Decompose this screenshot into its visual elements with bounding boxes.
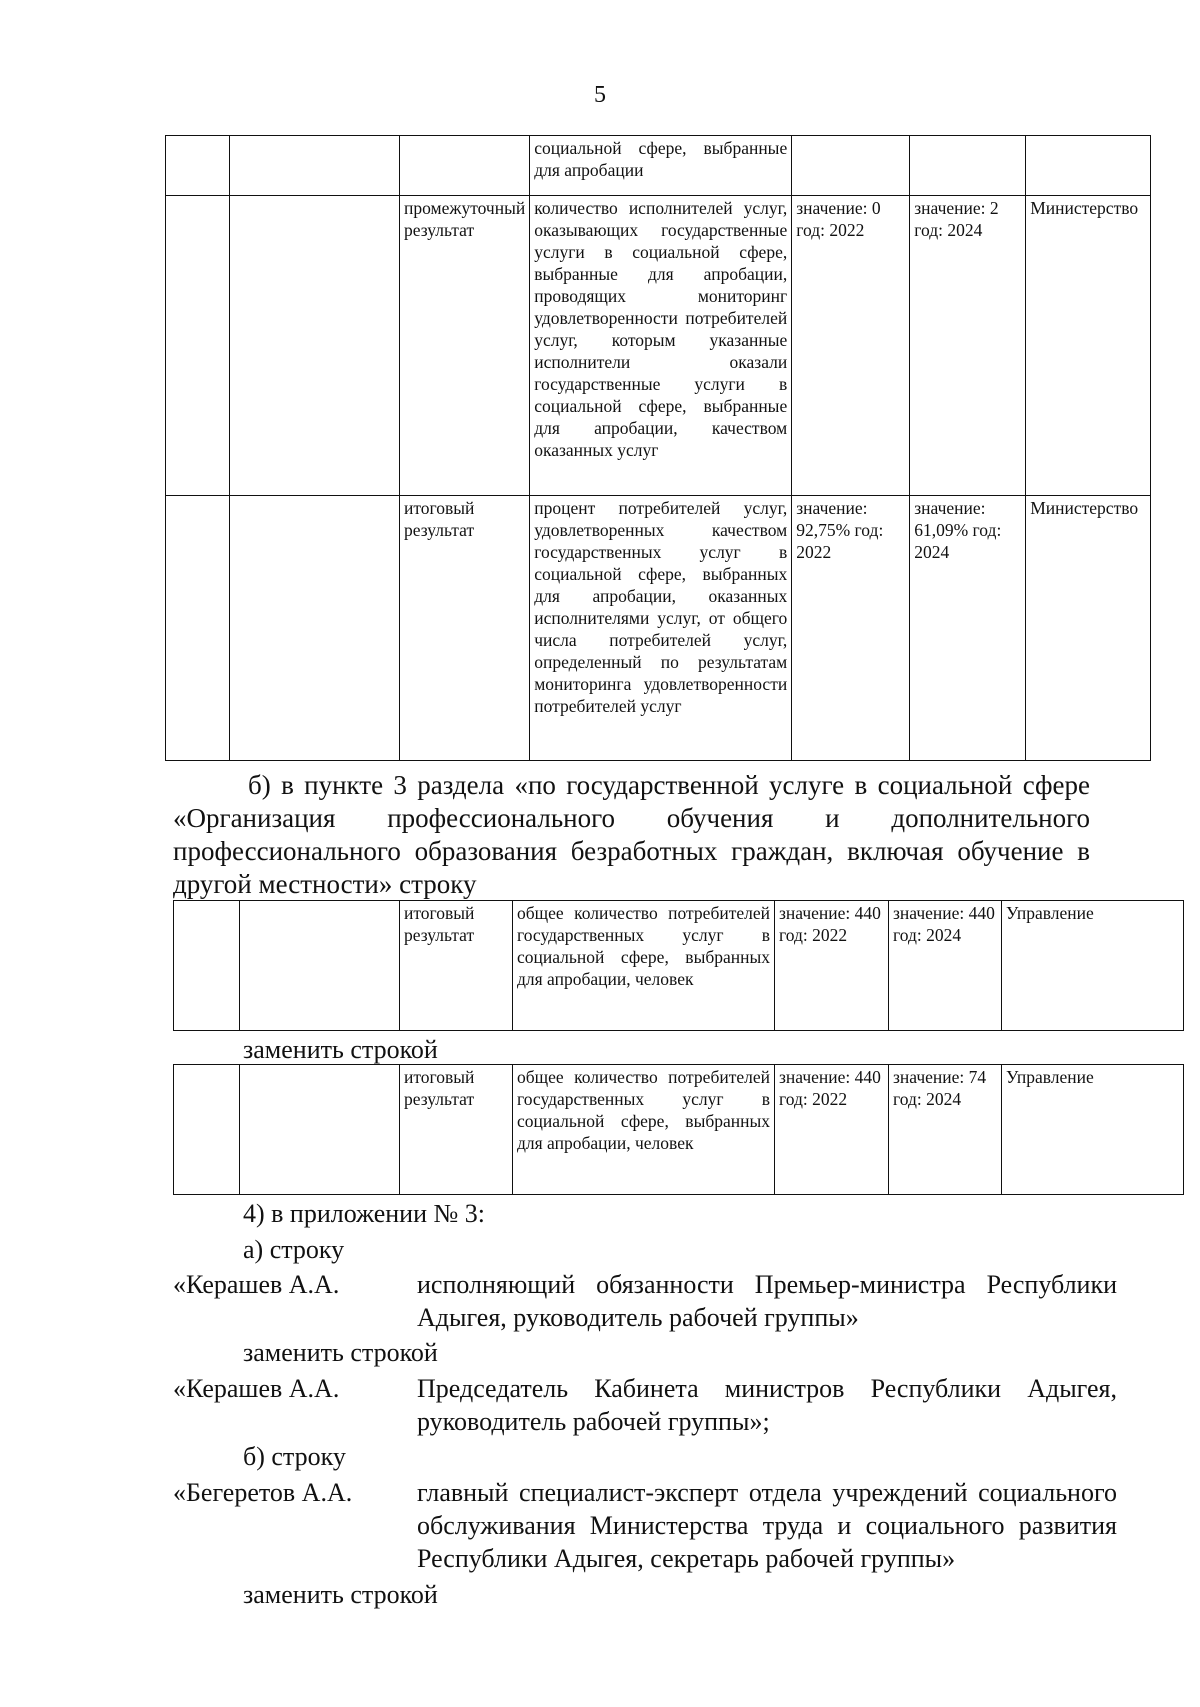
person-name: «Бегеретов А.А. xyxy=(173,1478,353,1507)
replace-line: заменить строкой xyxy=(243,1338,438,1367)
base-value-cell: значение: 440 год: 2022 xyxy=(775,901,889,1031)
result-type-cell: итоговый результат xyxy=(400,1065,513,1195)
target-value-cell: значение: 61,09% год: 2024 xyxy=(910,496,1026,761)
table-cell-empty xyxy=(240,1065,400,1195)
person-role: исполняющий обязанности Премьер-министра Республики Адыгея, руководитель рабочей группы» xyxy=(417,1270,1117,1332)
table-cell-empty xyxy=(166,136,230,196)
target-value-cell: значение: 74 год: 2024 xyxy=(889,1065,1002,1195)
table-row xyxy=(166,196,1151,496)
person-role: главный специалист-эксперт отдела учреждений социального обслуживания Министерства труда и социального развития Республики Адыгея, секретарь рабочей группы» xyxy=(417,1478,1117,1573)
base-value-cell: значение: 440 год: 2022 xyxy=(775,1065,889,1195)
person-role: Председатель Кабинета министров Республики Адыгея, руководитель рабочей группы»; xyxy=(417,1374,1117,1436)
item-a: а) строку xyxy=(243,1235,345,1264)
result-type-cell: промежуточный результат xyxy=(400,196,530,496)
page-number: 5 xyxy=(594,82,606,108)
indicator-text-cell: количество исполнителей услуг, оказывающих государственные услуги в социальной сфере, выбранные для апробации, проводящих мониторинг удовлетворенности потребителей услуг, которым указанные исполнители оказали государственные услуги в социальной сфере, выбранные для апробации, качеством оказанных услуг xyxy=(530,196,792,496)
responsible-cell: Управление xyxy=(1002,1065,1184,1195)
result-type-cell: итоговый результат xyxy=(400,901,513,1031)
table-cell-empty xyxy=(240,901,400,1031)
indicators-table-continued xyxy=(165,135,1151,761)
table-cell-empty xyxy=(230,496,400,761)
base-value-cell: значение: 0 год: 2022 xyxy=(792,196,910,496)
responsible-cell: Министерство xyxy=(1026,496,1151,761)
table-row xyxy=(166,136,1151,196)
indicator-text-cell: социальной сфере, выбранные для апробации xyxy=(530,136,792,196)
original-row-table xyxy=(173,900,1184,1031)
target-value-cell: значение: 440 год: 2024 xyxy=(889,901,1002,1031)
item-4-heading: 4) в приложении № 3: xyxy=(243,1199,486,1228)
table-cell-empty xyxy=(1026,136,1151,196)
table-cell-empty xyxy=(400,136,530,196)
table-cell-empty xyxy=(792,136,910,196)
table-cell-empty xyxy=(174,901,240,1031)
indicator-text-cell: общее количество потребителей государственных услуг в социальной сфере, выбранных для апробации, человек xyxy=(513,901,775,1031)
table-cell-empty xyxy=(166,196,230,496)
base-value-cell: значение: 92,75% год: 2022 xyxy=(792,496,910,761)
table-row xyxy=(174,901,1184,1031)
target-value-cell: значение: 2 год: 2024 xyxy=(910,196,1026,496)
result-type-cell: итоговый результат xyxy=(400,496,530,761)
table-cell-empty xyxy=(230,196,400,496)
table-row xyxy=(174,1065,1184,1195)
responsible-cell: Управление xyxy=(1002,901,1184,1031)
item-b: б) строку xyxy=(243,1442,346,1471)
replace-line: заменить строкой xyxy=(243,1035,438,1064)
replacement-row-table xyxy=(173,1064,1184,1195)
replace-line: заменить строкой xyxy=(243,1580,438,1609)
table-cell-empty xyxy=(166,496,230,761)
indicator-text-cell: процент потребителей услуг, удовлетворенных качеством государственных услуг в социальной сфере, выбранных для апробации, оказанных исполнителями услуг, от общего числа потребителей услуг, определенный по результатам мониторинга удовлетворенности потребителей услуг xyxy=(530,496,792,761)
responsible-cell: Министерство xyxy=(1026,196,1151,496)
paragraph-b: б) в пункте 3 раздела «по государственной услуге в социальной сфере «Организация профессионального обучения и дополнительного профессионального образования безработных граждан, включая обучение в другой местности» строку xyxy=(173,770,1090,899)
indicator-text-cell: общее количество потребителей государственных услуг в социальной сфере, выбранных для апробации, человек xyxy=(513,1065,775,1195)
person-name: «Керашев А.А. xyxy=(173,1270,340,1299)
table-row xyxy=(166,496,1151,761)
table-cell-empty xyxy=(174,1065,240,1195)
table-cell-empty xyxy=(230,136,400,196)
person-name: «Керашев А.А. xyxy=(173,1374,340,1403)
table-cell-empty xyxy=(910,136,1026,196)
